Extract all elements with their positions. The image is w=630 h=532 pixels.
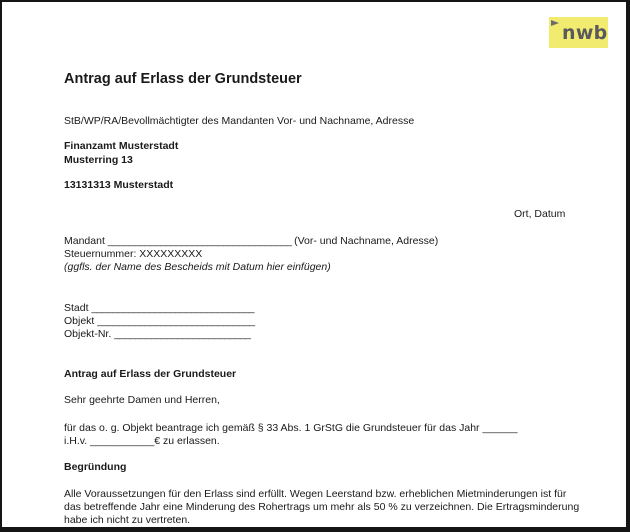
field-objekt xyxy=(64,315,254,328)
recipient-line-1: Finanzamt Musterstadt xyxy=(64,140,179,152)
request-line-2: i.H.v. ___________€ zu erlassen. xyxy=(64,435,220,447)
reason-heading: Begründung xyxy=(64,461,127,473)
mandant-label: Mandant xyxy=(64,235,105,247)
field-objekt-nr-blank: __________________________ xyxy=(114,328,251,340)
mandant-blank: ___________________________________ xyxy=(107,235,292,247)
mandant-hint: (Vor- und Nachname, Adresse) xyxy=(294,235,439,247)
logo-triangle-icon xyxy=(551,20,559,26)
subject-heading: Antrag auf Erlass der Grundsteuer xyxy=(64,368,237,380)
recipient-line-3: 13131313 Musterstadt xyxy=(64,179,174,191)
field-objekt-label: Objekt xyxy=(64,315,95,327)
request-line-1: für das o. g. Objekt beantrage ich gemäß § 33 Abs. 1 GrStG die Grundsteuer für das Jahr ______ xyxy=(64,422,518,434)
mandant-line xyxy=(64,235,438,248)
notice-hint: (ggfls. der Name des Bescheids mit Datum hier einfügen) xyxy=(64,261,331,273)
reason-line: Alle Voraussetzungen für den Erlass sind erfüllt. Wegen Leerstand bzw. erheblichen Mietminderungen ist für xyxy=(64,488,567,500)
reason-line: habe ich nicht zu vertreten. xyxy=(64,514,191,526)
salutation: Sehr geehrte Damen und Herren, xyxy=(64,394,220,406)
reason-line: das betreffende Jahr eine Minderung des Rohertrags um mehr als 50 % zu verzeichnen. Die Ertragsminderung xyxy=(64,501,580,513)
field-objekt-nr-label: Objekt-Nr. xyxy=(64,328,112,340)
field-objekt-nr xyxy=(64,328,250,341)
sender-line: StB/WP/RA/Bevollmächtigter des Mandanten Vor- und Nachname, Adresse xyxy=(64,115,415,127)
field-stadt-blank: _______________________________ xyxy=(91,302,254,314)
nwb-logo xyxy=(549,17,608,48)
field-stadt xyxy=(64,302,254,315)
field-objekt-blank: ______________________________ xyxy=(97,315,255,327)
field-stadt-label: Stadt xyxy=(64,302,89,314)
tax-number: Steuernummer: XXXXXXXXX xyxy=(64,248,203,260)
logo-text: nwb xyxy=(562,22,608,44)
document-title: Antrag auf Erlass der Grundsteuer xyxy=(64,71,302,87)
recipient-line-2: Musterring 13 xyxy=(64,154,133,166)
place-date: Ort, Datum xyxy=(514,208,566,220)
